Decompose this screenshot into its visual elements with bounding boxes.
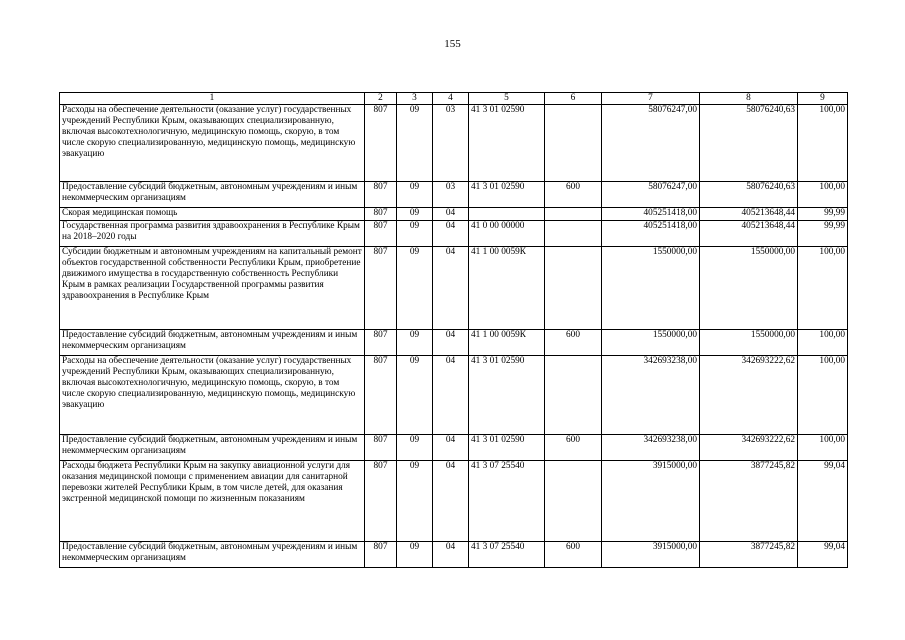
row-pct: 100,00 (798, 330, 848, 356)
row-plan: 1550000,00 (602, 247, 700, 330)
header-cell-9: 9 (798, 93, 848, 105)
row-plan: 58076247,00 (602, 182, 700, 208)
row-vr: 600 (545, 330, 602, 356)
row-pct: 100,00 (798, 247, 848, 330)
row-grbs: 807 (365, 208, 397, 221)
row-pct: 99,04 (798, 461, 848, 542)
row-vr (545, 221, 602, 247)
row-plan: 405251418,00 (602, 221, 700, 247)
row-fact: 405213648,44 (700, 208, 798, 221)
row-plan: 58076247,00 (602, 105, 700, 182)
table-row (60, 208, 848, 221)
row-name: Предоставление субсидий бюджетным, автономным учреждениям и иным некоммерческим организациям (60, 182, 365, 208)
header-cell-7: 7 (602, 93, 700, 105)
row-pr: 04 (433, 330, 469, 356)
row-grbs: 807 (365, 435, 397, 461)
row-name: Расходы на обеспечение деятельности (оказание услуг) государственных учреждений Республики Крым, оказывающих специализированную, включая высокотехнологичную, медицинскую помощь, скорую, в том числе скорую специализированную, медицинскую помощь, медицинскую эвакуацию (60, 105, 365, 182)
row-rz: 09 (397, 461, 433, 542)
table-row (60, 221, 848, 247)
row-pct: 100,00 (798, 182, 848, 208)
row-name: Субсидии бюджетным и автономным учреждениям на капитальный ремонт объектов государственной собственности Республики Крым, приобретение движимого имущества в государственную собственность Республики Крым в рамках реализации Государственной программы развития здравоохранения в Республике Крым (60, 247, 365, 330)
table-row (60, 542, 848, 568)
row-vr: 600 (545, 182, 602, 208)
row-csr: 41 3 01 02590 (469, 105, 545, 182)
row-pct: 99,04 (798, 542, 848, 568)
row-rz: 09 (397, 105, 433, 182)
header-row (60, 93, 848, 105)
row-plan: 3915000,00 (602, 542, 700, 568)
row-csr: 41 3 01 02590 (469, 356, 545, 435)
table-row (60, 435, 848, 461)
table-row (60, 105, 848, 182)
row-grbs: 807 (365, 356, 397, 435)
row-vr (545, 105, 602, 182)
header-cell-2: 2 (365, 93, 397, 105)
row-fact: 1550000,00 (700, 247, 798, 330)
row-name: Предоставление субсидий бюджетным, автономным учреждениям и иным некоммерческим организациям (60, 435, 365, 461)
header-cell-4: 4 (433, 93, 469, 105)
table-row (60, 330, 848, 356)
row-csr: 41 3 07 25540 (469, 461, 545, 542)
table-row (60, 247, 848, 330)
row-fact: 58076240,63 (700, 105, 798, 182)
row-fact: 58076240,63 (700, 182, 798, 208)
row-csr: 41 3 01 02590 (469, 182, 545, 208)
row-pr: 04 (433, 542, 469, 568)
row-fact: 3877245,82 (700, 542, 798, 568)
row-fact: 342693222,62 (700, 356, 798, 435)
row-pr: 04 (433, 461, 469, 542)
row-grbs: 807 (365, 330, 397, 356)
row-csr: 41 3 01 02590 (469, 435, 545, 461)
row-rz: 09 (397, 221, 433, 247)
row-grbs: 807 (365, 247, 397, 330)
header-cell-6: 6 (545, 93, 602, 105)
row-grbs: 807 (365, 461, 397, 542)
row-name: Расходы бюджета Республики Крым на закупку авиационной услуги для оказания медицинской помощи с применением авиации для санитарной перевозки жителей Республики Крым, в том числе детей, для оказания экстренной медицинской помощи по жизненным показаниям (60, 461, 365, 542)
row-vr (545, 356, 602, 435)
row-pr: 04 (433, 221, 469, 247)
row-fact: 3877245,82 (700, 461, 798, 542)
row-plan: 342693238,00 (602, 435, 700, 461)
table-row (60, 461, 848, 542)
page-number: 155 (444, 38, 461, 50)
row-pr: 03 (433, 182, 469, 208)
row-name: Предоставление субсидий бюджетным, автономным учреждениям и иным некоммерческим организациям (60, 542, 365, 568)
row-name: Скорая медицинская помощь (60, 208, 365, 221)
row-vr (545, 247, 602, 330)
header-cell-1: 1 (60, 93, 365, 105)
row-pct: 99,99 (798, 208, 848, 221)
row-grbs: 807 (365, 182, 397, 208)
row-rz: 09 (397, 356, 433, 435)
header-cell-3: 3 (397, 93, 433, 105)
row-plan: 405251418,00 (602, 208, 700, 221)
row-pr: 04 (433, 435, 469, 461)
row-pct: 99,99 (798, 221, 848, 247)
row-grbs: 807 (365, 105, 397, 182)
row-csr: 41 1 00 0059К (469, 247, 545, 330)
row-csr: 41 1 00 0059К (469, 330, 545, 356)
row-name: Государственная программа развития здравоохранения в Республике Крым на 2018–2020 годы (60, 221, 365, 247)
row-fact: 1550000,00 (700, 330, 798, 356)
row-rz: 09 (397, 330, 433, 356)
header-cell-5: 5 (469, 93, 545, 105)
row-plan: 1550000,00 (602, 330, 700, 356)
row-pct: 100,00 (798, 105, 848, 182)
row-csr: 41 3 07 25540 (469, 542, 545, 568)
row-pr: 04 (433, 356, 469, 435)
row-fact: 405213648,44 (700, 221, 798, 247)
row-rz: 09 (397, 247, 433, 330)
row-csr: 41 0 00 00000 (469, 221, 545, 247)
row-rz: 09 (397, 542, 433, 568)
table-row (60, 356, 848, 435)
row-pct: 100,00 (798, 356, 848, 435)
row-vr (545, 208, 602, 221)
row-plan: 342693238,00 (602, 356, 700, 435)
row-grbs: 807 (365, 221, 397, 247)
row-fact: 342693222,62 (700, 435, 798, 461)
row-pr: 04 (433, 247, 469, 330)
row-rz: 09 (397, 208, 433, 221)
budget-table (59, 92, 848, 568)
row-pr: 03 (433, 105, 469, 182)
row-vr: 600 (545, 435, 602, 461)
row-vr: 600 (545, 542, 602, 568)
row-vr (545, 461, 602, 542)
row-grbs: 807 (365, 542, 397, 568)
row-pr: 04 (433, 208, 469, 221)
row-pct: 100,00 (798, 435, 848, 461)
row-csr (469, 208, 545, 221)
row-rz: 09 (397, 435, 433, 461)
table-row (60, 182, 848, 208)
row-rz: 09 (397, 182, 433, 208)
row-plan: 3915000,00 (602, 461, 700, 542)
row-name: Расходы на обеспечение деятельности (оказание услуг) государственных учреждений Республики Крым, оказывающих специализированную, включая высокотехнологичную, медицинскую помощь, скорую, в том числе скорую специализированную, медицинскую помощь, медицинскую эвакуацию (60, 356, 365, 435)
header-cell-8: 8 (700, 93, 798, 105)
row-name: Предоставление субсидий бюджетным, автономным учреждениям и иным некоммерческим организациям (60, 330, 365, 356)
